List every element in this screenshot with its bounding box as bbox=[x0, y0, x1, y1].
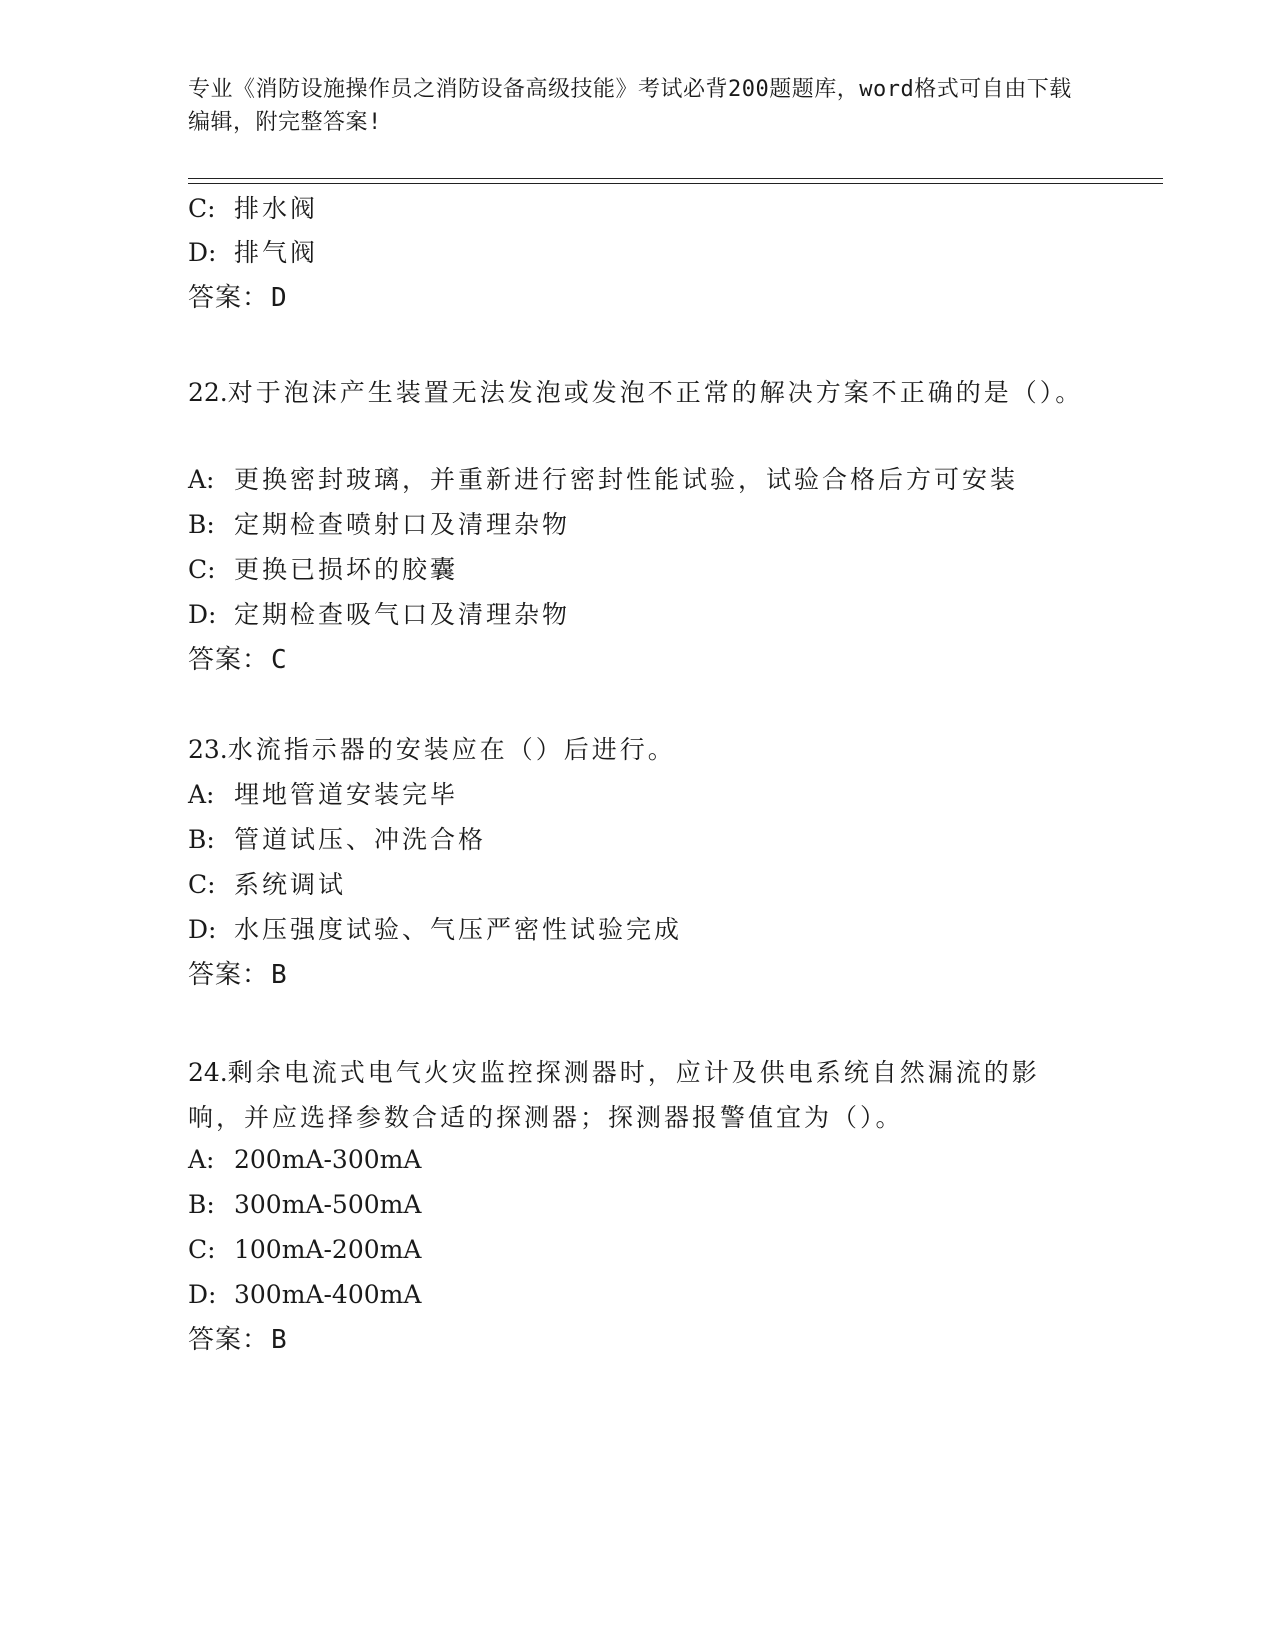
option-text: 管道试压、冲洗合格 bbox=[234, 825, 487, 854]
option-label: D: bbox=[188, 600, 217, 629]
option-text: 定期检查吸气口及清理杂物 bbox=[234, 600, 571, 629]
option-label: B: bbox=[188, 825, 215, 854]
q22-option-b bbox=[188, 508, 570, 542]
question-number: 22. bbox=[188, 378, 228, 407]
q24-option-d bbox=[188, 1278, 421, 1312]
q21-option-c bbox=[188, 192, 318, 226]
option-label: C: bbox=[188, 1235, 216, 1264]
answer-label: 答案： bbox=[188, 283, 270, 313]
question-text: 水流指示器的安装应在（）后进行。 bbox=[227, 735, 676, 764]
q22-option-c bbox=[188, 553, 458, 587]
option-label: D: bbox=[188, 238, 217, 267]
option-text: 更换已损坏的胶囊 bbox=[234, 555, 459, 584]
option-label: D: bbox=[188, 1280, 217, 1309]
question-text: 剩余电流式电气火灾监控探测器时，应计及供电系统自然漏流的影响，并应选择参数合适的探测器；探测器报警值宜为（）。 bbox=[188, 1058, 1040, 1132]
option-label: C: bbox=[188, 194, 216, 223]
option-text: 定期检查喷射口及清理杂物 bbox=[234, 510, 571, 539]
q23-option-b bbox=[188, 823, 486, 857]
option-text: 排水阀 bbox=[234, 194, 319, 223]
q24-answer bbox=[188, 1323, 288, 1357]
option-text: 300mA-500mA bbox=[234, 1190, 422, 1219]
option-text: 更换密封玻璃，并重新进行密封性能试验，试验合格后方可安装 bbox=[234, 465, 1019, 494]
answer-value: B bbox=[271, 960, 288, 990]
option-text: 100mA-200mA bbox=[234, 1235, 422, 1264]
option-label: C: bbox=[188, 555, 216, 584]
question-number: 24. bbox=[188, 1058, 228, 1087]
q22-stem bbox=[188, 370, 1088, 415]
q23-answer bbox=[188, 958, 288, 992]
option-label: D: bbox=[188, 915, 217, 944]
answer-label: 答案： bbox=[188, 1325, 270, 1355]
answer-label: 答案： bbox=[188, 960, 270, 990]
document-title: 专业《消防设施操作员之消防设备高级技能》考试必背200题题库，word格式可自由下载编辑，附完整答案! bbox=[188, 77, 1072, 135]
answer-value: B bbox=[271, 1325, 288, 1355]
q24-option-b bbox=[188, 1188, 421, 1222]
option-label: A: bbox=[188, 1145, 215, 1174]
option-label: B: bbox=[188, 1190, 215, 1219]
q21-answer bbox=[188, 281, 288, 315]
question-number: 23. bbox=[188, 735, 228, 764]
q23-option-a bbox=[188, 778, 458, 812]
header-divider bbox=[188, 178, 1163, 179]
q22-option-a bbox=[188, 463, 1018, 497]
option-label: A: bbox=[188, 465, 215, 494]
option-text: 300mA-400mA bbox=[234, 1280, 422, 1309]
q23-option-c bbox=[188, 868, 346, 902]
q23-stem bbox=[188, 733, 676, 767]
q22-option-d bbox=[188, 598, 570, 632]
option-text: 系统调试 bbox=[234, 870, 347, 899]
option-text: 埋地管道安装完毕 bbox=[234, 780, 459, 809]
question-text: 对于泡沫产生装置无法发泡或发泡不正常的解决方案不正确的是（）。 bbox=[227, 378, 1084, 407]
option-label: A: bbox=[188, 780, 215, 809]
option-text: 200mA-300mA bbox=[234, 1145, 422, 1174]
q24-option-c bbox=[188, 1233, 421, 1267]
q21-option-d bbox=[188, 236, 318, 270]
option-label: B: bbox=[188, 510, 215, 539]
q24-stem bbox=[188, 1050, 1088, 1140]
option-text: 水压强度试验、气压严密性试验完成 bbox=[234, 915, 683, 944]
q22-answer bbox=[188, 643, 288, 677]
option-text: 排气阀 bbox=[234, 238, 319, 267]
answer-label: 答案： bbox=[188, 645, 270, 675]
option-label: C: bbox=[188, 870, 216, 899]
q24-option-a bbox=[188, 1143, 421, 1177]
answer-value: C bbox=[271, 645, 288, 675]
header-divider-double bbox=[188, 183, 1163, 184]
q23-option-d bbox=[188, 913, 682, 947]
answer-value: D bbox=[271, 283, 288, 313]
